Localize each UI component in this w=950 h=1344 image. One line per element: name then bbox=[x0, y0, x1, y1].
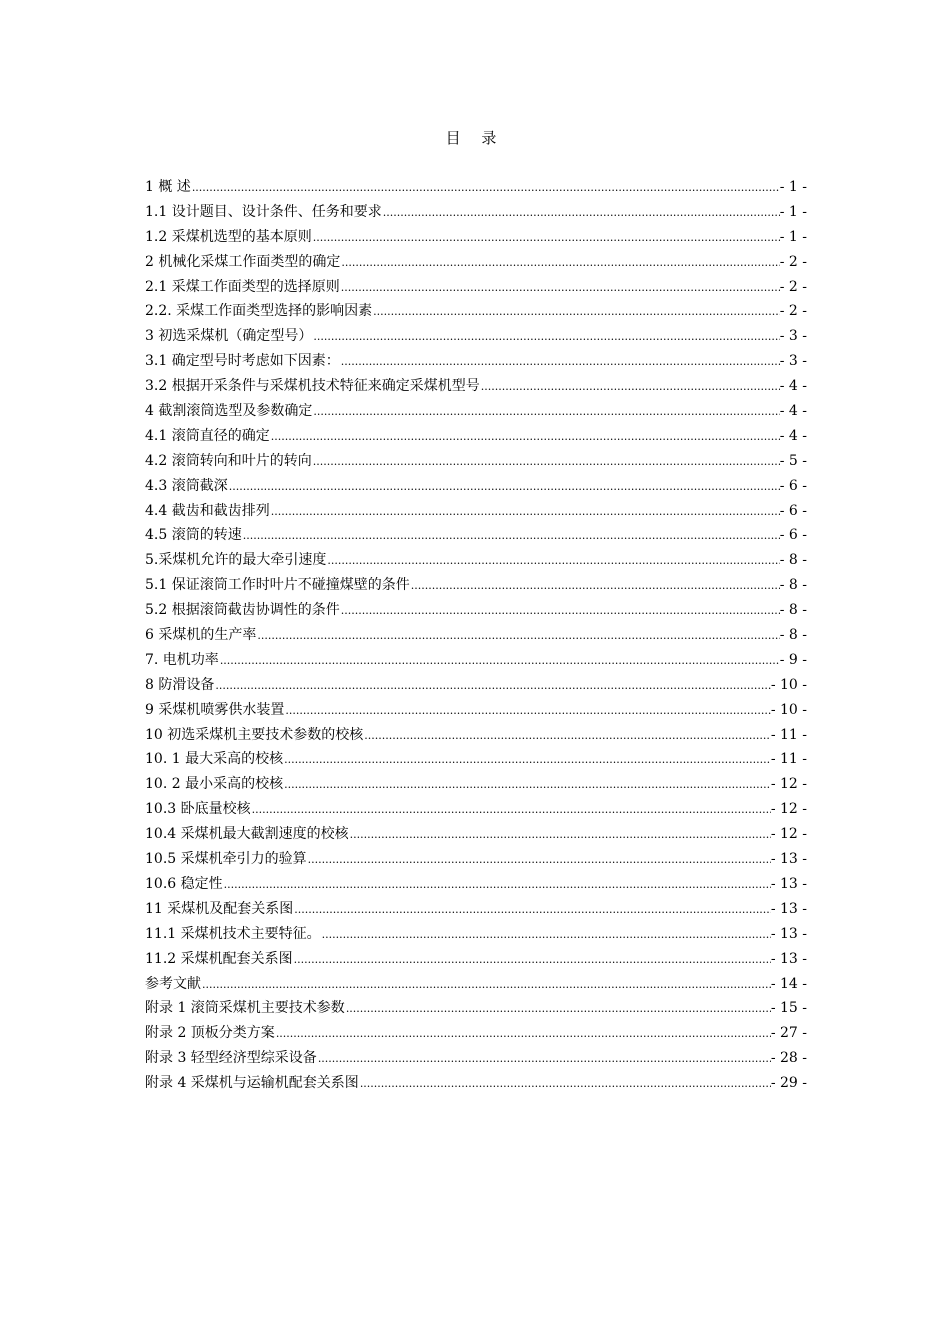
toc-entry-label: 10 初选采煤机主要技术参数的校核 bbox=[145, 726, 364, 743]
toc-entry[interactable] bbox=[145, 400, 807, 425]
toc-entry-label: 附录 4 采煤机与运输机配套关系图 bbox=[145, 1075, 359, 1092]
toc-entry[interactable] bbox=[145, 873, 807, 898]
toc-dot-leader bbox=[257, 625, 779, 647]
toc-entry-page-number: - 5 - bbox=[779, 452, 807, 469]
toc-dot-leader bbox=[373, 301, 780, 323]
toc-entry[interactable] bbox=[145, 724, 807, 749]
toc-entry-page-number: - 10 - bbox=[770, 676, 807, 693]
toc-entry[interactable] bbox=[145, 699, 807, 724]
toc-entry[interactable] bbox=[145, 425, 807, 450]
toc-dot-leader bbox=[284, 749, 771, 771]
toc-entry-page-number: - 1 - bbox=[779, 179, 807, 195]
toc-entry[interactable] bbox=[145, 375, 807, 400]
toc-dot-leader bbox=[411, 575, 780, 597]
toc-entry[interactable] bbox=[145, 1072, 807, 1097]
toc-entry-page-number: - 8 - bbox=[779, 577, 807, 594]
toc-dot-leader bbox=[313, 326, 779, 348]
toc-dot-leader bbox=[229, 476, 780, 498]
toc-dot-leader bbox=[318, 1048, 771, 1070]
toc-entry[interactable] bbox=[145, 201, 807, 226]
toc-entry-page-number: - 4 - bbox=[779, 403, 807, 420]
toc-entry-page-number: - 8 - bbox=[779, 602, 807, 619]
toc-dot-leader bbox=[243, 525, 780, 547]
toc-entry-label: 3 初选采煤机（确定型号） bbox=[145, 328, 313, 345]
toc-entry[interactable] bbox=[145, 848, 807, 873]
toc-dot-leader bbox=[271, 426, 780, 448]
toc-entry-label: 4.5 滚筒的转速 bbox=[145, 527, 242, 544]
toc-entry-page-number: - 2 - bbox=[779, 253, 807, 270]
toc-dot-leader bbox=[215, 675, 770, 697]
toc-dot-leader bbox=[276, 1023, 771, 1045]
toc-dot-leader bbox=[322, 924, 771, 946]
toc-entry-page-number: - 1 - bbox=[779, 228, 807, 245]
toc-entry-page-number: - 6 - bbox=[779, 527, 807, 544]
toc-entry-page-number: - 2 - bbox=[779, 278, 807, 295]
toc-entry-page-number: - 12 - bbox=[770, 776, 807, 793]
toc-entry-label: 4.2 滚筒转向和叶片的转向 bbox=[145, 452, 312, 469]
toc-dot-leader bbox=[346, 998, 771, 1020]
toc-entry[interactable] bbox=[145, 524, 807, 549]
toc-entry-label: 4.4 截齿和截齿排列 bbox=[145, 502, 270, 519]
toc-entry-page-number: - 13 - bbox=[770, 851, 807, 868]
toc-dot-leader bbox=[383, 202, 780, 224]
toc-entry-label: 3.2 根据开采条件与采煤机技术特征来确定采煤机型号 bbox=[145, 378, 480, 395]
toc-entry[interactable] bbox=[145, 748, 807, 773]
toc-entry-page-number: - 14 - bbox=[770, 975, 807, 992]
toc-dot-leader bbox=[481, 376, 780, 398]
toc-entry-label: 10. 2 最小采高的校核 bbox=[145, 776, 284, 793]
toc-entry-page-number: - 9 - bbox=[779, 651, 807, 668]
toc-entry-page-number: - 13 - bbox=[770, 950, 807, 967]
toc-entry-label: 9 采煤机喷雾供水装置 bbox=[145, 701, 285, 718]
toc-entry-page-number: - 27 - bbox=[770, 1025, 807, 1042]
toc-entry[interactable] bbox=[145, 898, 807, 923]
toc-entry[interactable] bbox=[145, 798, 807, 823]
toc-entry-label: 附录 2 顶板分类方案 bbox=[145, 1025, 275, 1042]
toc-dot-leader bbox=[271, 501, 780, 523]
toc-entry-page-number: - 6 - bbox=[779, 477, 807, 494]
toc-entry-label: 10.3 卧底量校核 bbox=[145, 801, 251, 818]
toc-entry-label: 5.2 根据滚筒截齿协调性的条件 bbox=[145, 602, 340, 619]
toc-entry[interactable] bbox=[145, 624, 807, 649]
toc-entry-page-number: - 6 - bbox=[779, 502, 807, 519]
toc-entry-page-number: - 11 - bbox=[770, 726, 807, 743]
toc-entry-label: 10.5 采煤机牵引力的验算 bbox=[145, 851, 307, 868]
toc-entry-label: 6 采煤机的生产率 bbox=[145, 627, 257, 644]
toc-entry[interactable] bbox=[145, 251, 807, 276]
toc-dot-leader bbox=[224, 874, 771, 896]
toc-dot-leader bbox=[341, 252, 779, 274]
toc-entry-label: 5.1 保证滚筒工作时叶片不碰撞煤壁的条件 bbox=[145, 577, 410, 594]
toc-entry-label: 1 概 述 bbox=[145, 179, 191, 195]
toc-entry-page-number: - 29 - bbox=[770, 1075, 807, 1092]
toc-entry-label: 参考文献 bbox=[145, 975, 201, 992]
toc-entry-label: 10.4 采煤机最大截割速度的校核 bbox=[145, 826, 349, 843]
toc-entry-label: 1.2 采煤机选型的基本原则 bbox=[145, 228, 312, 245]
toc-dot-leader bbox=[313, 451, 780, 473]
toc-dot-leader bbox=[308, 849, 771, 871]
toc-dot-leader bbox=[350, 824, 771, 846]
toc-entry-page-number: - 11 - bbox=[770, 751, 807, 768]
toc-entry-page-number: - 1 - bbox=[779, 203, 807, 220]
toc-entry-label: 1.1 设计题目、设计条件、任务和要求 bbox=[145, 203, 382, 220]
toc-entry-label: 附录 3 轻型经济型综采设备 bbox=[145, 1050, 317, 1067]
toc-entry-label: 5.采煤机允许的最大牵引速度 bbox=[145, 552, 327, 569]
toc-entry-page-number: - 13 - bbox=[770, 925, 807, 942]
toc-entry-page-number: - 3 - bbox=[779, 328, 807, 345]
toc-entry-page-number: - 13 - bbox=[770, 900, 807, 917]
toc-dot-leader bbox=[341, 277, 780, 299]
toc-entry[interactable] bbox=[145, 226, 807, 251]
toc-entry-label: 8 防滑设备 bbox=[145, 676, 215, 693]
toc-entry-page-number: - 4 - bbox=[779, 427, 807, 444]
toc-entry[interactable] bbox=[145, 649, 807, 674]
toc-entry-page-number: - 8 - bbox=[779, 627, 807, 644]
toc-entry-label: 10. 1 最大采高的校核 bbox=[145, 751, 284, 768]
toc-entry[interactable] bbox=[145, 574, 807, 599]
toc-entry-page-number: - 4 - bbox=[779, 378, 807, 395]
toc-entry-page-number: - 12 - bbox=[770, 801, 807, 818]
toc-entry[interactable] bbox=[145, 176, 807, 201]
toc-dot-leader bbox=[364, 725, 771, 747]
toc-dot-leader bbox=[285, 700, 770, 722]
toc-dot-leader bbox=[313, 227, 780, 249]
toc-entry[interactable] bbox=[145, 325, 807, 350]
toc-entry-label: 10.6 稳定性 bbox=[145, 875, 223, 892]
toc-dot-leader bbox=[202, 974, 771, 996]
toc-title: 目 录 bbox=[445, 129, 505, 147]
toc-entry-label: 11.2 采煤机配套关系图 bbox=[145, 950, 293, 967]
toc-dot-leader bbox=[327, 550, 779, 572]
toc-dot-leader bbox=[252, 799, 771, 821]
toc-entry[interactable] bbox=[145, 823, 807, 848]
toc-entry-label: 2.2. 采煤工作面类型选择的影响因素 bbox=[145, 303, 373, 320]
toc-entry-label: 7. 电机功率 bbox=[145, 651, 219, 668]
toc-entry[interactable] bbox=[145, 450, 807, 475]
toc-entry-page-number: - 15 - bbox=[770, 1000, 807, 1017]
toc-entry[interactable] bbox=[145, 475, 807, 500]
toc-dot-leader bbox=[341, 351, 780, 373]
toc-entry-page-number: - 10 - bbox=[770, 701, 807, 718]
toc-dot-leader bbox=[313, 401, 779, 423]
toc-entry-page-number: - 13 - bbox=[770, 875, 807, 892]
toc-dot-leader bbox=[220, 650, 780, 672]
toc-entry[interactable] bbox=[145, 350, 807, 375]
toc-entry-label: 11.1 采煤机技术主要特征。 bbox=[145, 925, 321, 942]
toc-entry-page-number: - 3 - bbox=[779, 353, 807, 370]
toc-entry[interactable] bbox=[145, 549, 807, 574]
toc-list bbox=[145, 176, 807, 1097]
toc-entry[interactable] bbox=[145, 599, 807, 624]
toc-dot-leader bbox=[360, 1073, 771, 1095]
toc-entry-label: 4.1 滚筒直径的确定 bbox=[145, 427, 270, 444]
toc-entry-page-number: - 28 - bbox=[770, 1050, 807, 1067]
toc-dot-leader bbox=[294, 949, 771, 971]
toc-entry-label: 附录 1 滚筒采煤机主要技术参数 bbox=[145, 1000, 345, 1017]
toc-entry[interactable] bbox=[145, 948, 807, 973]
toc-entry-label: 11 采煤机及配套关系图 bbox=[145, 900, 294, 917]
toc-entry[interactable] bbox=[145, 300, 807, 325]
toc-entry-page-number: - 2 - bbox=[779, 303, 807, 320]
toc-dot-leader bbox=[294, 899, 771, 921]
toc-dot-leader bbox=[341, 600, 780, 622]
toc-entry[interactable] bbox=[145, 773, 807, 798]
toc-entry-label: 4 截割滚筒选型及参数确定 bbox=[145, 403, 313, 420]
toc-entry[interactable] bbox=[145, 997, 807, 1022]
toc-entry[interactable] bbox=[145, 923, 807, 948]
toc-entry[interactable] bbox=[145, 1047, 807, 1072]
toc-entry[interactable] bbox=[145, 276, 807, 301]
toc-entry[interactable] bbox=[145, 1022, 807, 1047]
toc-entry[interactable] bbox=[145, 674, 807, 699]
toc-entry-label: 2.1 采煤工作面类型的选择原则 bbox=[145, 278, 340, 295]
toc-dot-leader bbox=[284, 774, 771, 796]
toc-entry[interactable] bbox=[145, 500, 807, 525]
toc-entry-label: 4.3 滚筒截深 bbox=[145, 477, 228, 494]
toc-entry-page-number: - 8 - bbox=[779, 552, 807, 569]
toc-entry-page-number: - 12 - bbox=[770, 826, 807, 843]
toc-entry-label: 2 机械化采煤工作面类型的确定 bbox=[145, 253, 341, 270]
toc-entry[interactable] bbox=[145, 973, 807, 998]
toc-entry-label: 3.1 确定型号时考虑如下因素： bbox=[145, 353, 340, 370]
toc-dot-leader bbox=[192, 177, 780, 199]
